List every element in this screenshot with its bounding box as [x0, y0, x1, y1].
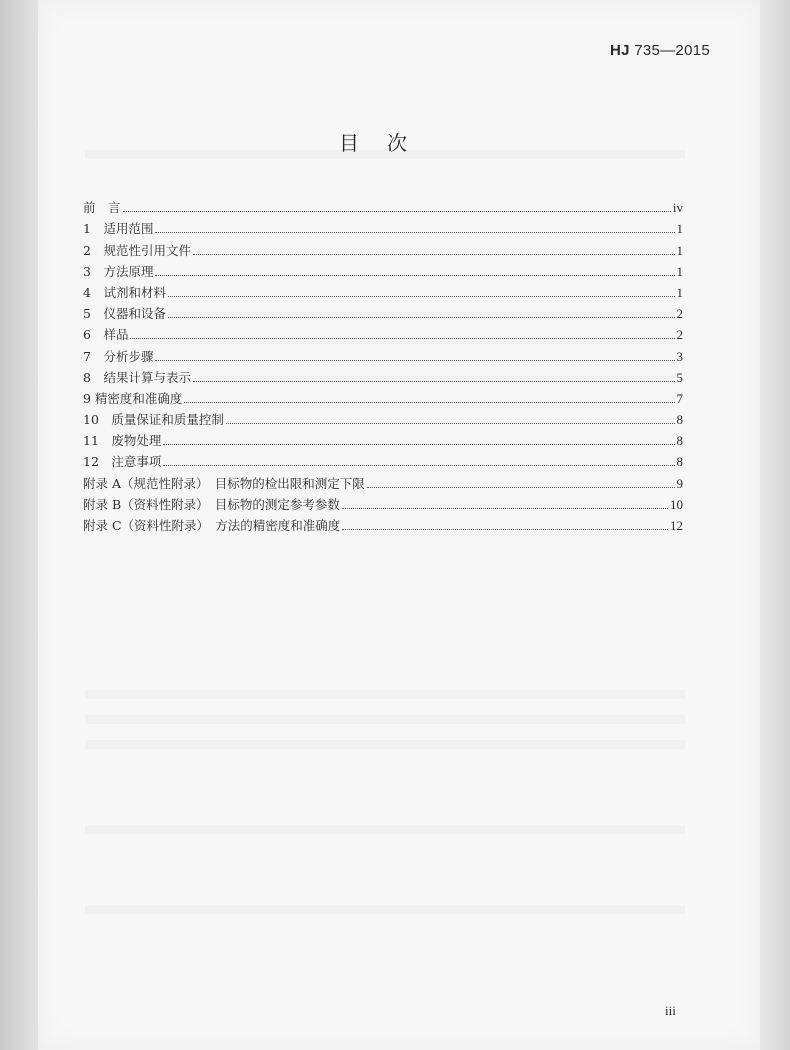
toc-entry[interactable]: [83, 301, 683, 322]
show-through: [85, 905, 685, 914]
toc-entry[interactable]: [83, 280, 683, 301]
toc-dot-leader: [342, 508, 668, 509]
toc-entry[interactable]: [83, 513, 683, 534]
toc-entry-label: 附录 A（规范性附录） 目标物的检出限和测定下限: [83, 475, 365, 491]
toc-entry-page: 1: [676, 263, 683, 279]
toc-entry-page: 5: [676, 369, 683, 385]
toc-entry[interactable]: [83, 449, 683, 470]
toc-entry-page: 8: [676, 412, 683, 428]
toc-dot-leader: [155, 360, 674, 361]
toc-entry-label: 3 方法原理: [83, 263, 154, 279]
toc-entry-label: 前 言: [83, 200, 121, 216]
toc-entry-page: 1: [676, 284, 683, 300]
toc-dot-leader: [168, 296, 675, 297]
toc-dot-leader: [168, 317, 675, 318]
toc-entry-page: 12: [670, 518, 683, 533]
toc-entry[interactable]: [83, 216, 683, 237]
toc-entry[interactable]: [83, 365, 683, 386]
toc-entry-label: 5 仪器和设备: [83, 306, 166, 322]
toc-entry-page: 8: [676, 433, 683, 449]
toc-entry-label: 附录 C（资料性附录） 方法的精密度和准确度: [83, 518, 341, 533]
page-number: iii: [665, 1003, 676, 1018]
page-title: 目次: [339, 131, 435, 155]
toc-dot-leader: [155, 232, 674, 233]
toc-entry-label: 9 精密度和准确度: [83, 390, 183, 406]
toc-entry-page: 2: [676, 327, 683, 343]
toc-entry-label: 11 废物处理: [83, 433, 162, 449]
show-through: [85, 715, 685, 724]
show-through: [85, 740, 685, 749]
toc-dot-leader: [193, 254, 675, 255]
toc-dot-leader: [130, 338, 674, 339]
toc-dot-leader: [123, 211, 671, 212]
standard-code-number: 735—2015: [629, 42, 710, 59]
show-through: [85, 825, 685, 834]
toc-entry[interactable]: [83, 386, 683, 407]
toc-entry-page: 10: [670, 496, 683, 512]
toc-entry-label: 2 规范性引用文件: [83, 242, 191, 258]
standard-code: [610, 42, 710, 59]
toc-entry-page: 1: [676, 242, 683, 258]
table-of-contents: [83, 195, 683, 534]
toc-entry-page: 1: [676, 221, 683, 237]
toc-dot-leader: [342, 529, 668, 530]
toc-entry[interactable]: [83, 322, 683, 343]
page-left-shadow: [0, 0, 38, 1050]
toc-entry-page: iv: [672, 200, 683, 216]
toc-entry-page: 8: [676, 454, 683, 470]
toc-entry[interactable]: [83, 259, 683, 280]
toc-dot-leader: [367, 487, 675, 488]
toc-entry[interactable]: [83, 407, 683, 428]
toc-dot-leader: [226, 423, 675, 424]
page-right-shadow: [760, 0, 790, 1050]
toc-entry[interactable]: [83, 492, 683, 513]
toc-entry[interactable]: [83, 237, 683, 258]
toc-dot-leader: [163, 444, 674, 445]
toc-entry-label: 4 试剂和材料: [83, 284, 166, 300]
show-through: [85, 690, 685, 699]
toc-entry-page: 9: [676, 475, 683, 491]
toc-entry-label: 附录 B（资料性附录） 目标物的测定参考参数: [83, 496, 340, 512]
toc-entry[interactable]: [83, 195, 683, 216]
toc-entry[interactable]: [83, 428, 683, 449]
toc-entry-label: 1 适用范围: [83, 221, 154, 237]
toc-dot-leader: [163, 465, 674, 466]
toc-entry-page: 2: [676, 306, 683, 322]
toc-dot-leader: [193, 381, 675, 382]
toc-dot-leader: [155, 275, 674, 276]
toc-entry-label: 10 质量保证和质量控制: [83, 412, 224, 428]
toc-entry-label: 8 结果计算与表示: [83, 369, 191, 385]
standard-code-prefix: HJ: [609, 42, 630, 59]
toc-entry-page: 3: [676, 348, 683, 364]
toc-entry-label: 7 分析步骤: [83, 348, 154, 364]
toc-entry[interactable]: [83, 470, 683, 491]
toc-entry-page: 7: [676, 390, 683, 406]
toc-entry-label: 6 样品: [83, 327, 129, 343]
toc-dot-leader: [184, 402, 674, 403]
toc-entry-label: 12 注意事项: [83, 454, 162, 470]
toc-entry[interactable]: [83, 343, 683, 364]
